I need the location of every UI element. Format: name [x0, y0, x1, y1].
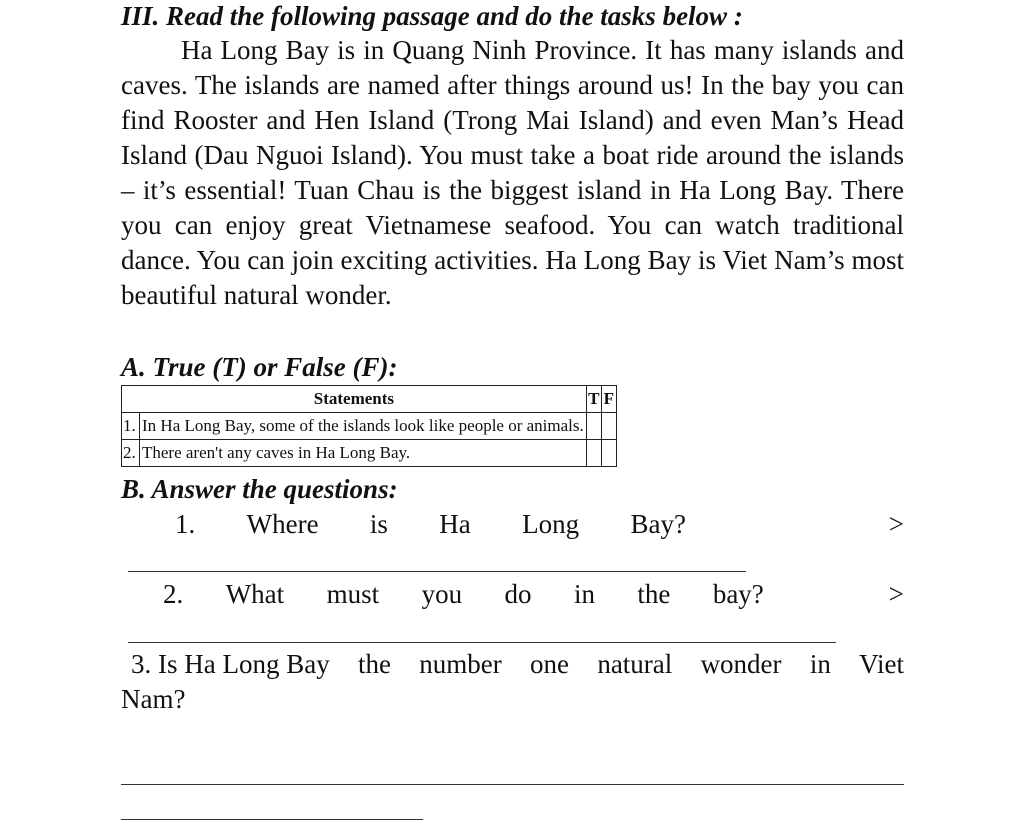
q2-word: bay? [712, 579, 764, 609]
q3-line-2: Nam? [121, 684, 186, 714]
statements-header: Statements [122, 386, 587, 413]
q3-word: wonder [700, 649, 782, 679]
reading-passage [121, 33, 904, 313]
answer-line-4[interactable] [121, 819, 423, 820]
q2-arrow: > [888, 579, 904, 609]
q3-word: the [358, 649, 391, 679]
table-row [122, 440, 617, 467]
q3-word: in [809, 649, 831, 679]
q3-word: one [530, 649, 570, 679]
true-cell[interactable] [586, 440, 601, 467]
q1-arrow: > [888, 509, 904, 539]
q3-word: Viet [859, 649, 904, 679]
answer-line-2[interactable] [128, 642, 836, 643]
false-cell[interactable] [601, 413, 616, 440]
q2-word: must [326, 579, 380, 609]
statement-text: In Ha Long Bay, some of the islands look like people or animals. [140, 413, 587, 440]
question-3 [121, 647, 904, 717]
question-2 [163, 577, 904, 612]
q2-word: you [421, 579, 463, 609]
q2-word: in [573, 579, 595, 609]
section-heading: III. Read the following passage and do the tasks below : [121, 1, 743, 31]
false-header: F [601, 386, 616, 413]
q1-word: 1. [175, 509, 196, 539]
q1-word: Where [246, 509, 319, 539]
statement-text: There aren't any caves in Ha Long Bay. [140, 440, 587, 467]
passage-text: Ha Long Bay is in Quang Ninh Province. It has many islands and caves. The islands are named after things around us! In the bay you can find Rooster and Hen Island (Trong Mai Island) and even Man’s Head Island (Dau Nguoi Island). You must take a boat ride around the islands – it’s essential! Tuan Chau is the biggest island in Ha Long Bay. There you can enjoy great Vietnamese seafood. You can watch traditional dance. You can join exciting activities. Ha Long Bay is Viet Nam’s most beautiful natural wonder. [121, 35, 904, 310]
true-header: T [586, 386, 601, 413]
q1-word: is [369, 509, 388, 539]
q2-word: the [637, 579, 671, 609]
question-1 [175, 507, 904, 542]
true-cell[interactable] [586, 413, 601, 440]
part-b-heading: B. Answer the questions: [121, 474, 398, 504]
q3-word: natural [597, 649, 673, 679]
q2-word: do [504, 579, 532, 609]
statement-number: 1. [122, 413, 140, 440]
part-a-heading: A. True (T) or False (F): [121, 352, 398, 382]
q1-word: Ha [439, 509, 471, 539]
answer-line-1[interactable] [128, 571, 746, 572]
q1-word: Bay? [630, 509, 686, 539]
statement-number: 2. [122, 440, 140, 467]
false-cell[interactable] [601, 440, 616, 467]
true-false-table [121, 385, 617, 467]
q2-word: 2. [163, 579, 184, 609]
table-row [122, 413, 617, 440]
q2-word: What [225, 579, 285, 609]
q3-line-1 [121, 647, 904, 682]
q1-word: Long [522, 509, 580, 539]
q3-word: number [419, 649, 502, 679]
answer-line-3[interactable] [121, 784, 904, 785]
q3-word: 3. Is Ha Long Bay [131, 649, 330, 679]
table-header-row [122, 386, 617, 413]
